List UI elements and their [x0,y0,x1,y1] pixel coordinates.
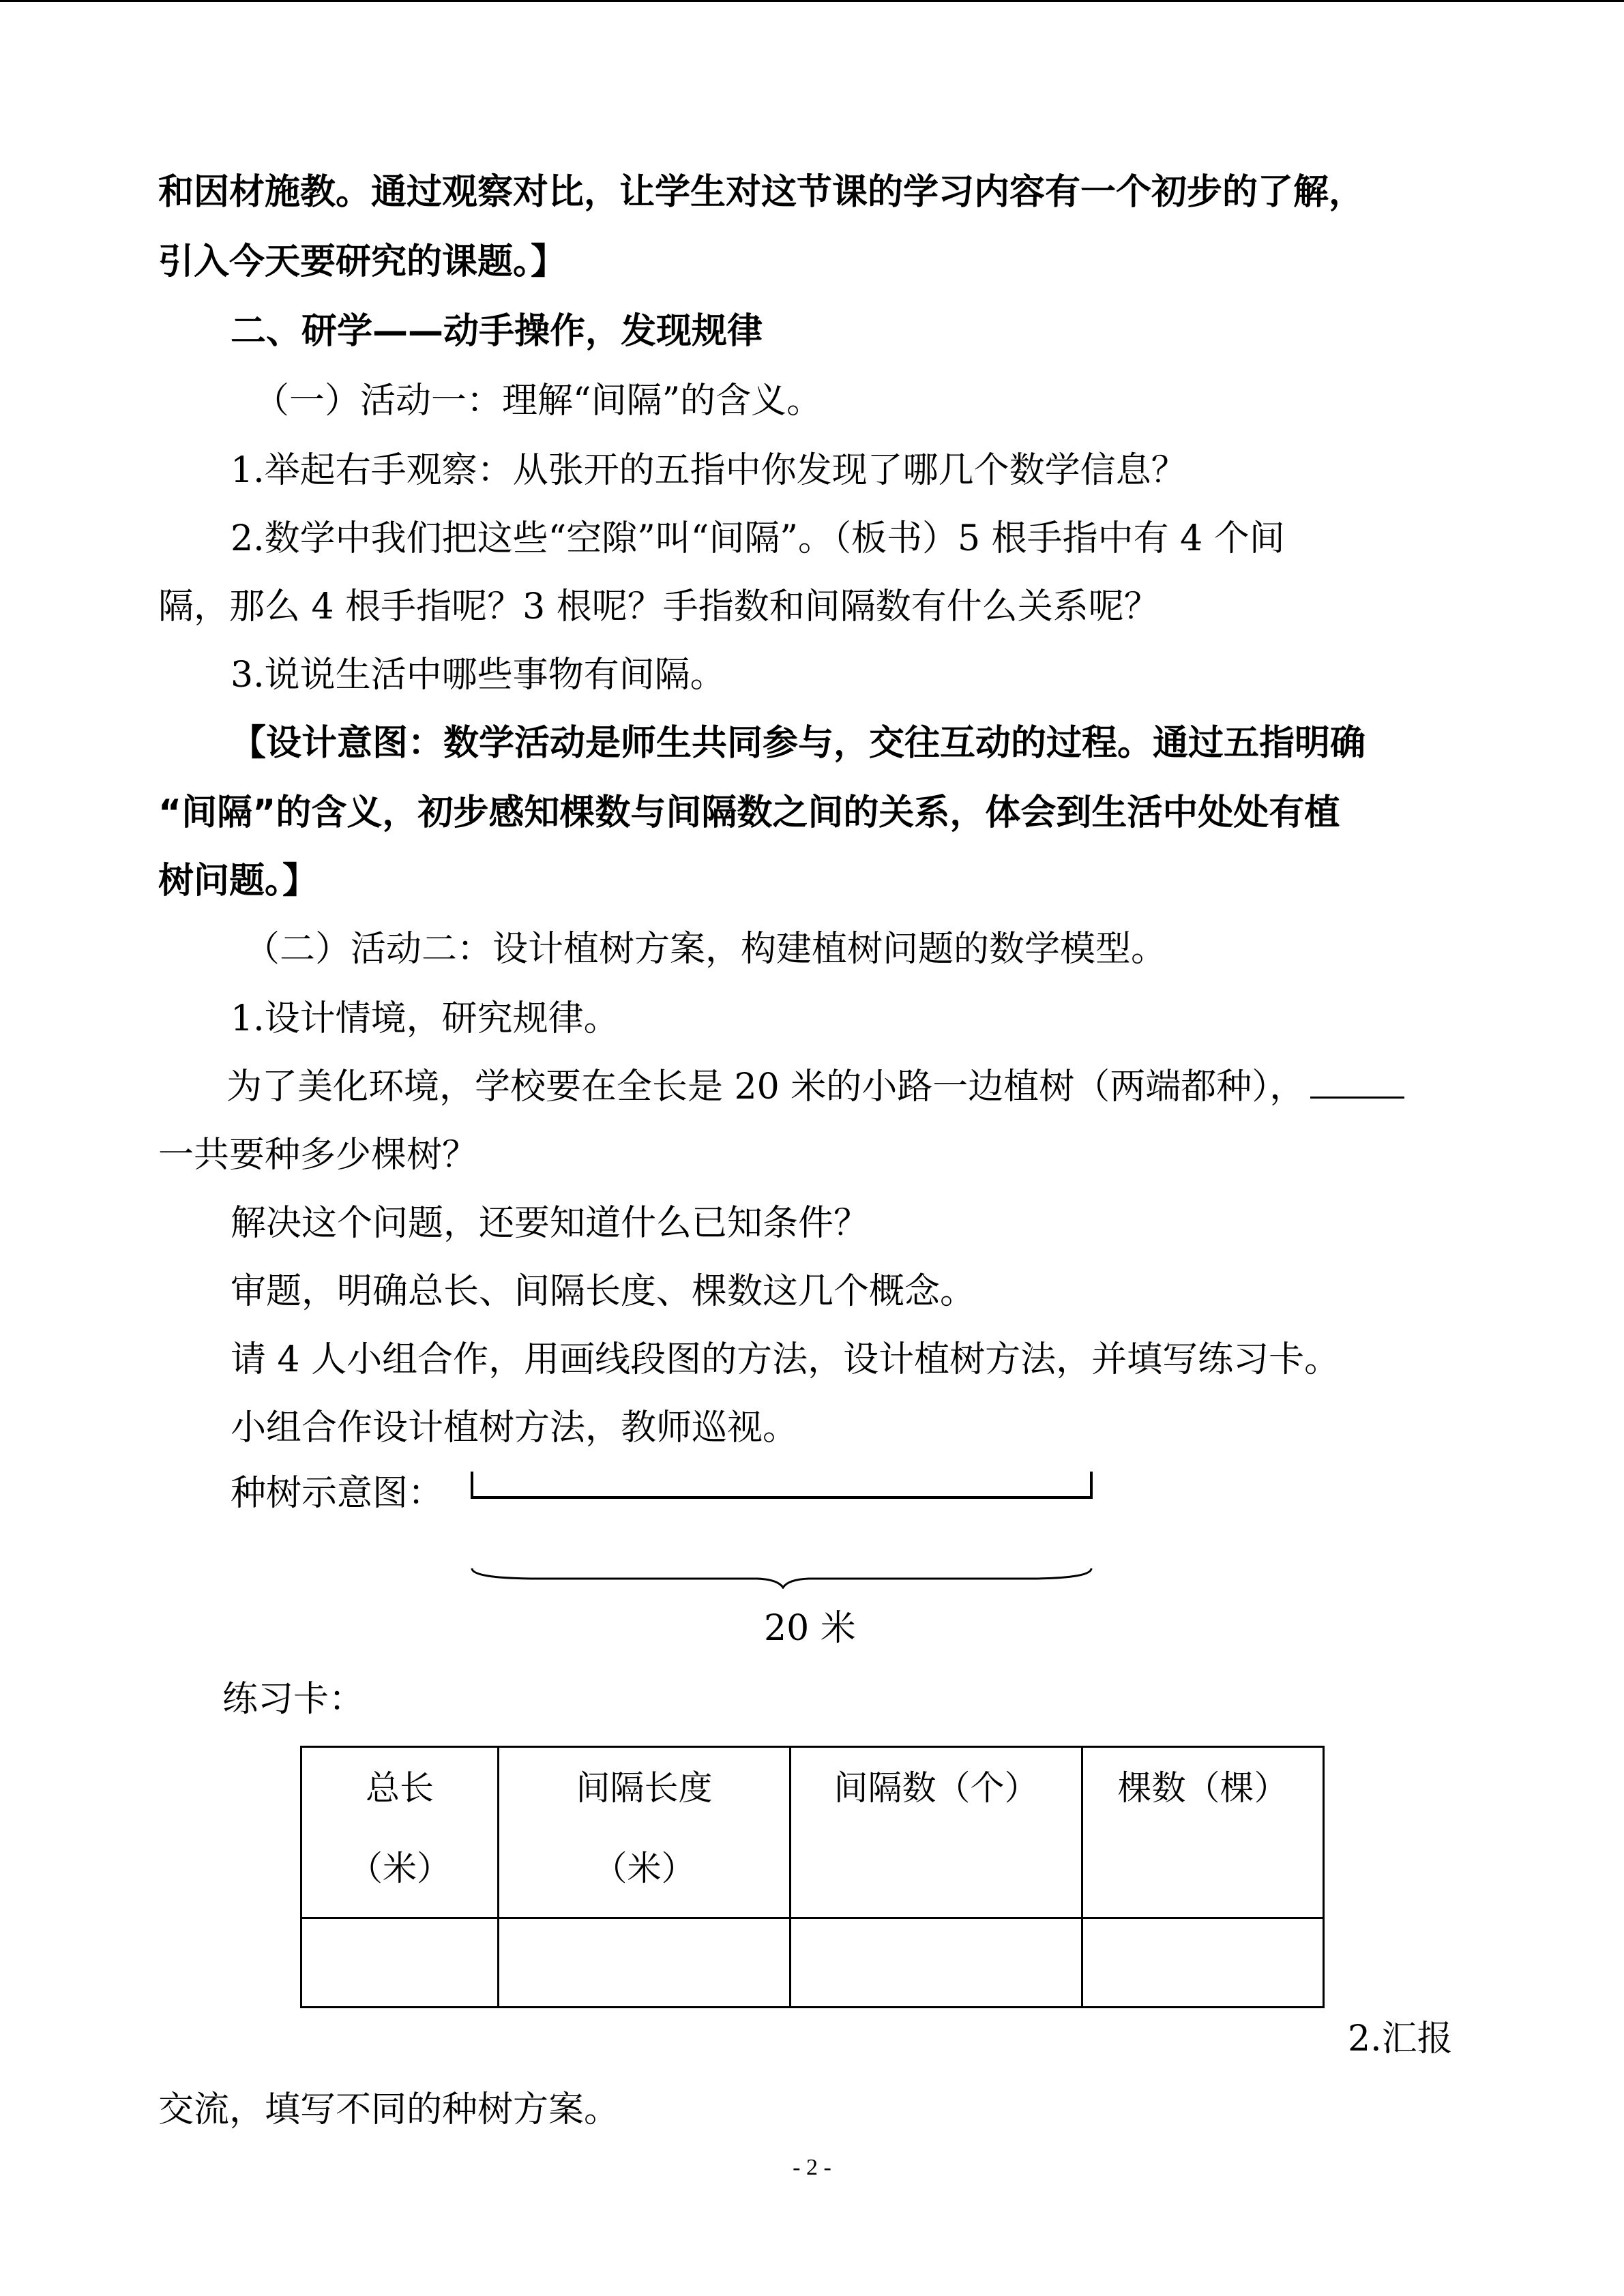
page-top-border [0,0,1624,2]
activity2-title: （二）活动二：设计植树方案，构建植树问题的数学模型。 [244,929,1167,970]
step-2-line-2: 隔，那么 4 根手指呢？3 根呢？手指数和间隔数有什么关系呢？ [158,586,1160,627]
answer-blank [1310,1069,1404,1099]
header-interval-count: 间隔数（个） [791,1747,1082,1918]
header-interval-length: 间隔长度 （米） [499,1747,791,1918]
question: 解决这个问题，还要知道什么已知条件？ [231,1203,870,1244]
problem-line-2: 一共要种多少棵树？ [158,1135,478,1176]
step-3: 3.说说生活中哪些事物有间隔。 [231,655,726,696]
road-segment [472,1472,1091,1497]
cell-total-length[interactable] [301,1918,499,2008]
practice-card-label: 练习卡： [222,1679,365,1720]
section-heading: 二、研学——动手操作，发现规律 [231,311,763,352]
intent-line-1: 【设计意图：数学活动是师生共同参与，交往互动的过程。通过五指明确 [231,723,1366,764]
header-total-length: 总长 （米） [301,1747,499,1918]
activity1-title: （一）活动一：理解“间隔”的含义。 [254,381,823,421]
table-row [301,1918,1324,2008]
practice-card-table [300,1746,1325,2008]
design-step: 1.设计情境，研究规律。 [231,998,619,1039]
tree-planting-diagram [464,1466,1105,1589]
intro-line-1: 和因材施教。通过观察对比，让学生对这节课的学习内容有一个初步的了解， [158,172,1365,213]
group-work: 小组合作设计植树方法，教师巡视。 [231,1407,799,1448]
report-step-part-1: 2.汇报 [1348,2018,1453,2059]
step-2-line-1: 2.数学中我们把这些“空隙”叫“间隔”。（板书）5 根手指中有 4 个间 [231,518,1285,559]
page-number: - 2 - [793,2155,831,2180]
header-tree-count: 棵数（棵） [1082,1747,1324,1918]
review-text: 审题，明确总长、间隔长度、棵数这几个概念。 [231,1271,976,1312]
intro-line-2: 引入今天要研究的课题。】 [158,241,567,282]
problem-line-1 [226,1069,1404,1105]
length-brace [472,1568,1091,1587]
diagram-length-label: 20 米 [764,1608,856,1649]
step-1: 1.举起右手观察：从张开的五指中你发现了哪几个数学信息？ [231,450,1187,491]
cell-interval-count[interactable] [791,1918,1082,2008]
cell-interval-length[interactable] [499,1918,791,2008]
intent-line-3: 树问题。】 [158,861,319,901]
group-task: 请 4 人小组合作，用画线段图的方法，设计植树方法，并填写练习卡。 [231,1339,1340,1380]
problem-text: 为了美化环境，学校要在全长是 20 米的小路一边植树（两端都种）， [226,1067,1305,1107]
report-step-part-2: 交流，填写不同的种树方案。 [158,2089,620,2130]
cell-tree-count[interactable] [1082,1918,1324,2008]
intent-line-2: “间隔”的含义，初步感知棵数与间隔数之间的关系，体会到生活中处处有植 [158,792,1340,833]
diagram-label: 种树示意图： [231,1473,444,1514]
table-header-row [301,1747,1324,1918]
